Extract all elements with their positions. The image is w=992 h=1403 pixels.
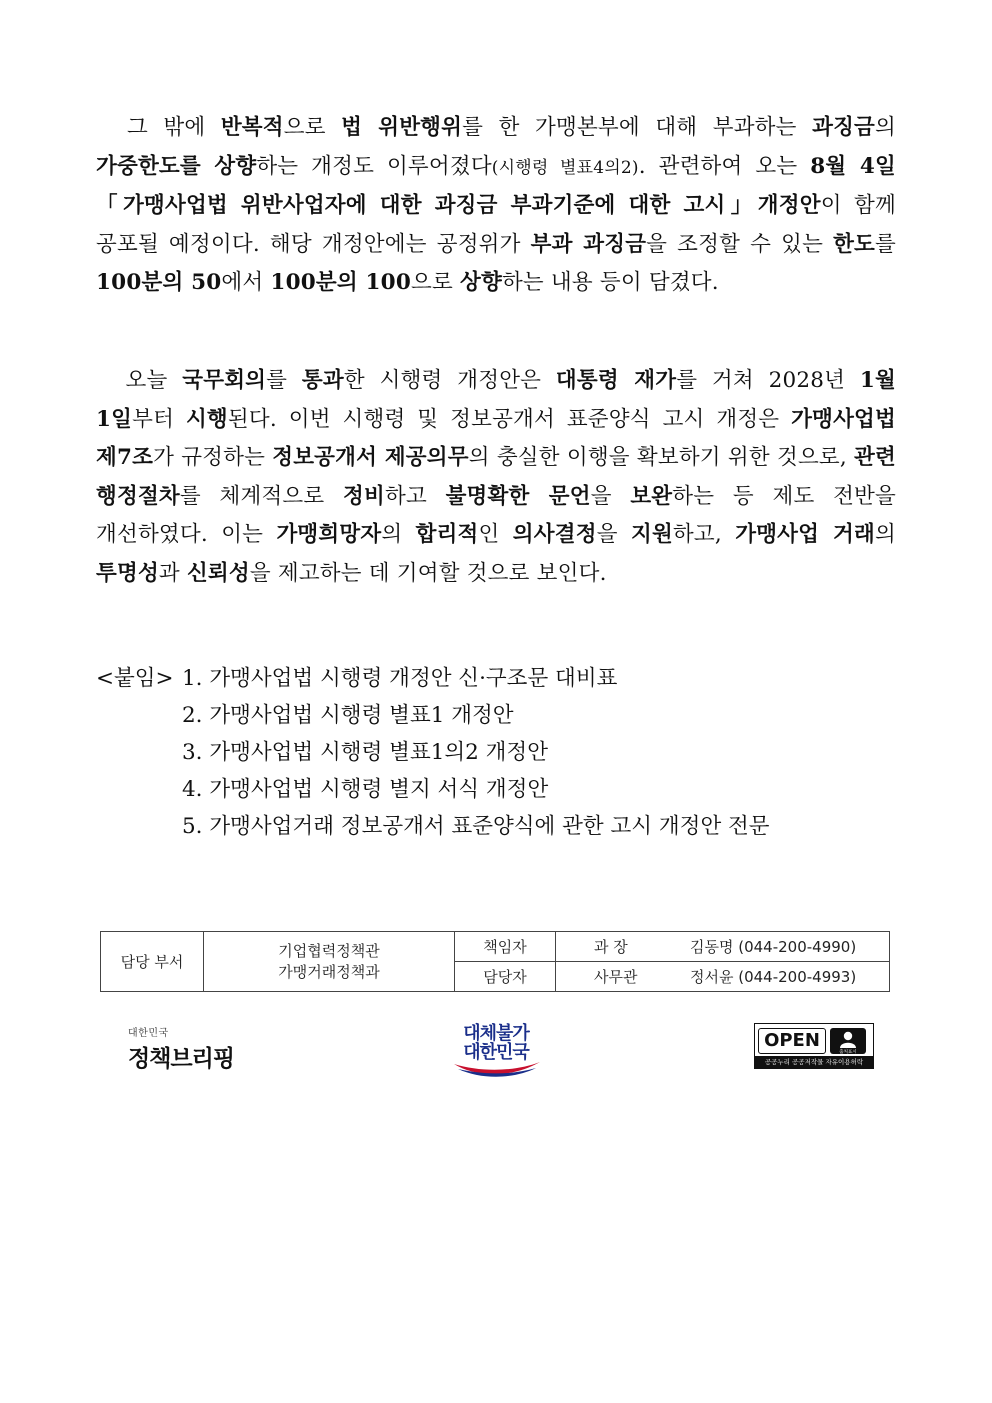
attachment-item: 4. 가맹사업법 시행령 별지 서식 개정안 <box>182 777 549 802</box>
text: 과 <box>158 560 187 586</box>
dept-label: 담당 부서 <box>101 932 204 992</box>
text: 의 충실한 이행을 확보하기 위한 것으로, <box>468 445 855 470</box>
text: 으로 <box>411 270 460 295</box>
text: 의 <box>875 115 896 140</box>
emphasis: 국무회의 <box>182 368 267 393</box>
emphasis: 한도 <box>833 231 876 257</box>
contact-row <box>101 932 890 962</box>
kogl-open-logo <box>754 1023 874 1069</box>
paragraph-surcharge <box>96 109 896 303</box>
attachment-item: 5. 가맹사업거래 정보공개서 표준양식에 관한 고시 개정안 전문 <box>182 814 770 839</box>
emphasis: 신뢰성 <box>186 560 250 586</box>
attachment-item: 3. 가맹사업법 시행령 별표1의2 개정안 <box>182 740 548 765</box>
text: 을 <box>590 483 631 509</box>
text: . 관련하여 오는 <box>638 153 811 179</box>
kogl-caption: 공공누리 공공저작물 자유이용허락 <box>754 1056 874 1068</box>
emphasis: 보완 <box>630 483 673 509</box>
text: 하고, <box>672 522 736 547</box>
text: 을 <box>596 522 631 547</box>
emphasis: 과징금 <box>812 115 876 140</box>
logo-small-text: 대한민국 <box>128 1028 169 1039</box>
emphasis: 가중한도를 상향 <box>96 153 257 179</box>
open-badge-text: 출처표시 <box>839 1050 857 1054</box>
emphasis: 가맹사업법 제7조 <box>96 406 896 470</box>
emphasis: 지원 <box>630 522 673 547</box>
emphasis: 시행 <box>185 406 228 432</box>
text: 를 <box>266 368 302 393</box>
office-cell <box>204 932 455 992</box>
text: 부터 <box>132 406 186 432</box>
text: 가 규정하는 <box>153 445 273 470</box>
text: 을 조정할 수 있는 <box>646 231 834 257</box>
emphasis: 합리적 <box>415 522 479 547</box>
paragraph-enforcement <box>96 362 896 593</box>
emphasis: 100분의 100 <box>270 270 411 295</box>
text: 의 <box>875 522 896 547</box>
attachment-item: 2. 가맹사업법 시행령 별표1 개정안 <box>182 703 514 728</box>
emphasis: 투명성 <box>96 560 159 586</box>
reference-note: (시행령 별표4의2) <box>491 157 639 178</box>
office-name: 기업협력정책관 <box>278 941 380 960</box>
contact-table <box>100 931 890 992</box>
text: 하는 등 제도 전반을 개선하였다. 이는 <box>96 483 896 547</box>
text: 를 체계적으로 <box>179 483 344 509</box>
emphasis: 상향 <box>459 270 502 295</box>
text: 이 함께 공포될 예정이다. 해당 개정안에는 공정위가 <box>96 193 896 257</box>
text: 그 밖에 <box>126 115 221 140</box>
slogan-logo <box>444 1024 548 1080</box>
slogan-swoosh-icon <box>452 1060 542 1080</box>
office-name: 가맹거래정책과 <box>278 962 380 981</box>
text: 하는 개정도 이루어졌다 <box>256 153 492 179</box>
emphasis: 통과 <box>301 368 344 393</box>
attachment-label: <붙임> <box>96 666 174 691</box>
emphasis: 정비 <box>343 483 385 509</box>
emphasis: 가맹희망자 <box>276 522 382 547</box>
text: 으로 <box>283 115 342 140</box>
text: 인 <box>478 522 513 547</box>
attribution-person-icon <box>830 1028 866 1054</box>
emphasis: 정보공개서 제공의무 <box>272 445 469 470</box>
person-title: 과 장 <box>594 938 628 956</box>
text: 를 거쳐 2028년 <box>676 368 860 393</box>
text: 에서 <box>221 270 271 295</box>
text: 하는 내용 등이 담겼다. <box>501 270 719 295</box>
open-label: OPEN <box>758 1028 826 1054</box>
role-cell: 담당자 <box>455 962 556 992</box>
emphasis: 8월 4일「가맹사업법 위반사업자에 대한 과징금 부과기준에 대한 고시」개정안 <box>96 153 896 218</box>
text: 를 한 가맹본부에 대해 부과하는 <box>462 115 813 140</box>
person-name-phone: 김동명 (044-200-4990) <box>690 938 857 956</box>
text: 를 <box>875 231 897 257</box>
emphasis: 반복적 <box>220 115 284 140</box>
slogan-line: 대체불가 <box>463 1023 529 1044</box>
text: 오늘 <box>125 368 183 393</box>
text: 된다. 이번 시행령 및 정보공개서 표준양식 고시 개정은 <box>227 406 792 432</box>
emphasis: 부과 과징금 <box>530 231 647 257</box>
person-cell <box>556 932 890 962</box>
emphasis: 100분의 50 <box>96 270 222 295</box>
attachment-item: 1. 가맹사업법 시행령 개정안 신·구조문 대비표 <box>182 666 618 691</box>
text: 한 시행령 개정안은 <box>343 368 556 393</box>
emphasis: 대통령 재가 <box>555 368 677 393</box>
emphasis: 가맹사업 거래 <box>735 522 875 547</box>
text: 의 <box>381 522 416 547</box>
person-cell <box>556 962 890 992</box>
logo-big-text: 정책브리핑 <box>128 1046 235 1072</box>
text: 하고 <box>384 483 446 509</box>
policy-briefing-logo <box>128 1024 238 1070</box>
emphasis: 의사결정 <box>512 522 597 547</box>
emphasis: 1월 1일 <box>96 368 897 432</box>
emphasis: 관련 행정절차 <box>96 445 896 509</box>
person-name-phone: 정서윤 (044-200-4993) <box>690 968 857 986</box>
emphasis: 법 위반행위 <box>341 115 463 140</box>
emphasis: 불명확한 문언 <box>445 483 591 509</box>
text: 을 제고하는 데 기여할 것으로 보인다. <box>249 560 607 586</box>
role-cell: 책임자 <box>455 932 556 962</box>
person-title: 사무관 <box>594 968 638 986</box>
slogan-line: 대한민국 <box>463 1042 529 1063</box>
